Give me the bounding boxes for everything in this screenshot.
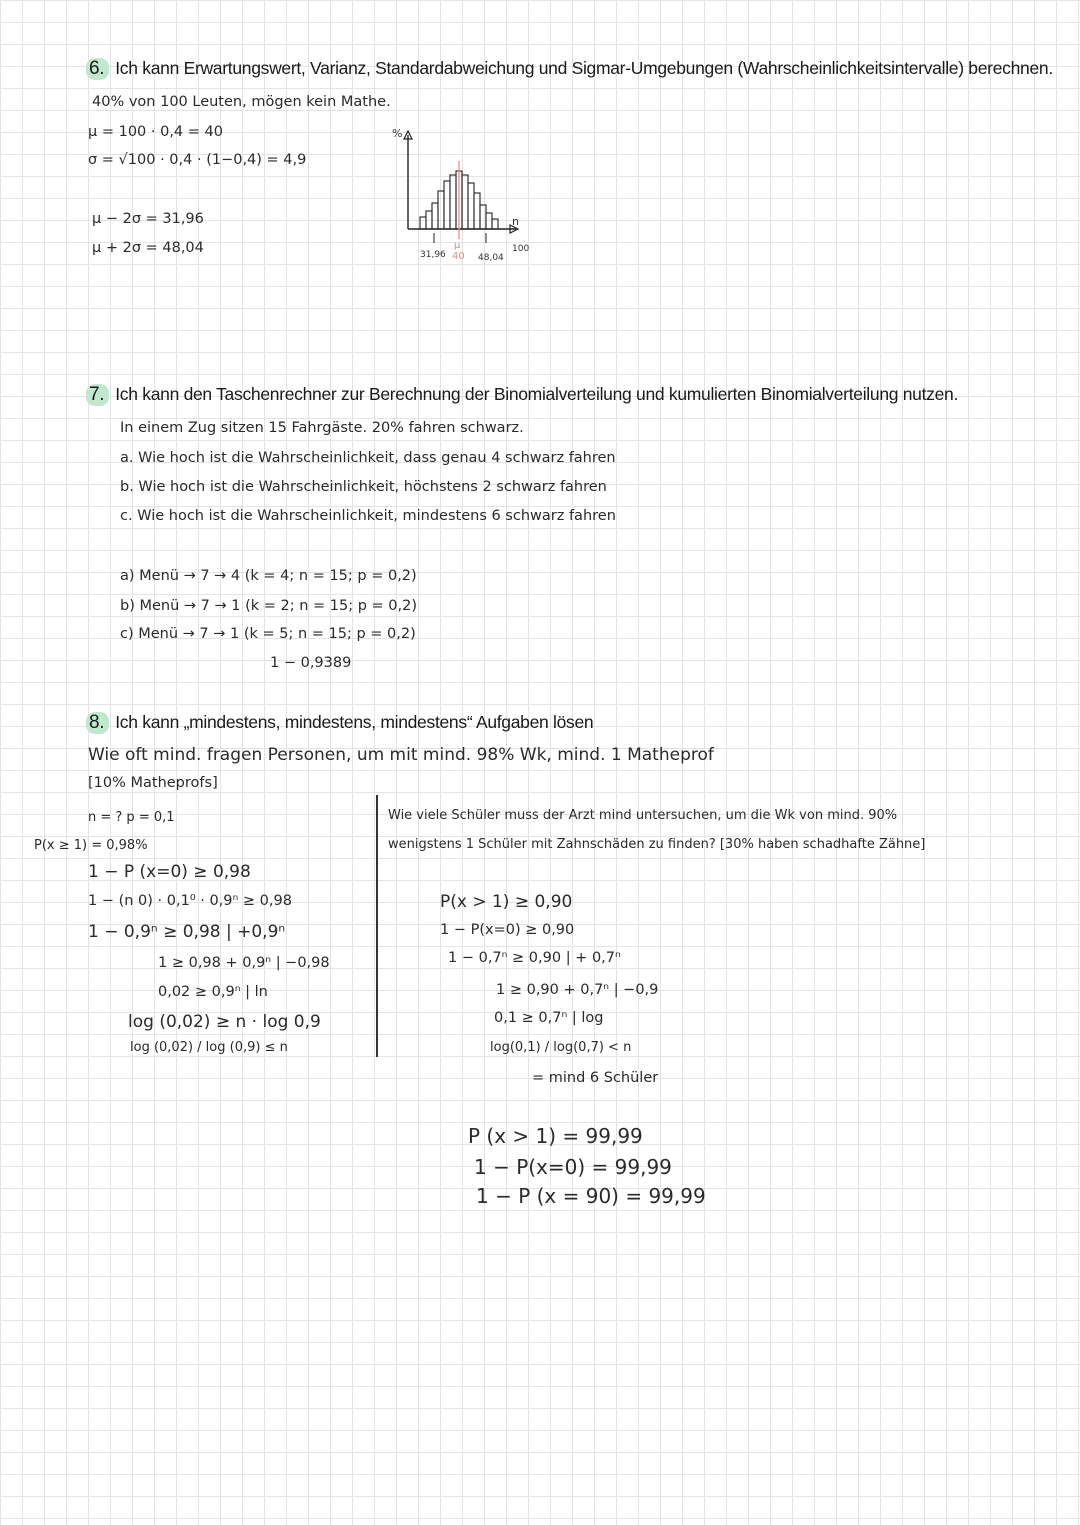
right-line-5: 0,1 ≥ 0,7ⁿ | log <box>494 1010 604 1026</box>
section-6-title: Ich kann Erwartungswert, Varianz, Standardabweichung und Sigmar-Umgebungen (Wahrscheinlichkeitsintervalle) berechnen. <box>115 58 1053 78</box>
left-line-1: n = ? p = 0,1 <box>88 810 175 825</box>
mu-formula: μ = 100 · 0,4 = 40 <box>88 124 223 140</box>
mu-plus-2sigma: μ + 2σ = 48,04 <box>92 240 204 256</box>
left-line-2: P(x ≥ 1) = 0,98% <box>34 838 148 853</box>
right-question-1: Wie viele Schüler muss der Arzt mind untersuchen, um die Wk von mind. 90% <box>388 808 898 823</box>
right-line-8: P (x > 1) = 99,99 <box>468 1124 643 1148</box>
left-line-8: log (0,02) ≥ n · log 0,9 <box>128 1012 321 1032</box>
label-mu: μ <box>454 240 461 251</box>
right-line-3: 1 − 0,7ⁿ ≥ 0,90 | + 0,7ⁿ <box>448 950 621 966</box>
bar-5 <box>444 181 450 229</box>
answer-c-result: 1 − 0,9389 <box>270 655 352 671</box>
section-8-question: Wie oft mind. fragen Personen, um mit mind. 98% Wk, mind. 1 Matheprof <box>88 745 714 765</box>
section-8-title: Ich kann „mindestens, mindestens, mindestens“ Aufgaben lösen <box>115 712 594 732</box>
label-center: 40 <box>452 251 465 262</box>
bar-1 <box>420 217 426 229</box>
left-line-7: 0,02 ≥ 0,9ⁿ | ln <box>158 984 268 1000</box>
section-7-heading <box>86 384 958 406</box>
section-7-title: Ich kann den Taschenrechner zur Berechnung der Binomialverteilung und kumulierten Binomialverteilung nutzen. <box>115 384 959 404</box>
right-line-9: 1 − P(x=0) = 99,99 <box>474 1155 672 1179</box>
left-line-4: 1 − (n 0) · 0,1⁰ · 0,9ⁿ ≥ 0,98 <box>88 893 292 909</box>
section-6-intro: 40% von 100 Leuten, mögen kein Mathe. <box>92 94 391 110</box>
left-line-6: 1 ≥ 0,98 + 0,9ⁿ | −0,98 <box>158 955 330 971</box>
section-8-heading <box>86 712 593 734</box>
histogram-x-label: n <box>512 215 519 228</box>
histogram-chart <box>390 125 540 270</box>
section-8-number: 8. <box>86 712 109 734</box>
right-line-10: 1 − P (x = 90) = 99,99 <box>476 1184 706 1208</box>
bar-10 <box>474 193 480 229</box>
right-question-2: wenigstens 1 Schüler mit Zahnschäden zu finden? [30% haben schadhafte Zähne] <box>388 837 926 852</box>
answer-b: b) Menü → 7 → 1 (k = 2; n = 15; p = 0,2) <box>120 598 418 614</box>
left-line-3: 1 − P (x=0) ≥ 0,98 <box>88 862 251 882</box>
bar-6 <box>450 175 456 229</box>
section-6-number: 6. <box>86 58 109 80</box>
section-8-bracket: [10% Matheprofs] <box>88 775 218 791</box>
bar-11 <box>480 205 486 229</box>
right-line-4: 1 ≥ 0,90 + 0,7ⁿ | −0,9 <box>496 982 659 998</box>
right-line-1: P(x > 1) ≥ 0,90 <box>440 892 573 912</box>
bar-9 <box>468 183 474 229</box>
mu-minus-2sigma: μ − 2σ = 31,96 <box>92 211 204 227</box>
histogram-y-label: % <box>392 127 403 140</box>
column-divider <box>376 795 378 1057</box>
question-a: a. Wie hoch ist die Wahrscheinlichkeit, dass genau 4 schwarz fahren <box>120 450 616 466</box>
answer-a: a) Menü → 7 → 4 (k = 4; n = 15; p = 0,2) <box>120 568 417 584</box>
section-7-intro: In einem Zug sitzen 15 Fahrgäste. 20% fahren schwarz. <box>120 420 524 436</box>
left-line-5: 1 − 0,9ⁿ ≥ 0,98 | +0,9ⁿ <box>88 922 286 942</box>
bar-2 <box>426 211 432 229</box>
right-line-2: 1 − P(x=0) ≥ 0,90 <box>440 922 575 938</box>
section-7-number: 7. <box>86 384 109 406</box>
bar-13 <box>492 219 498 229</box>
histogram-x-end: 100 <box>512 244 530 254</box>
right-line-6: log(0,1) / log(0,7) < n <box>490 1040 632 1055</box>
question-b: b. Wie hoch ist die Wahrscheinlichkeit, höchstens 2 schwarz fahren <box>120 479 607 495</box>
section-6-heading <box>86 58 1053 80</box>
label-right: 48,04 <box>478 253 504 263</box>
bar-3 <box>432 203 438 229</box>
left-line-9: log (0,02) / log (0,9) ≤ n <box>130 1040 288 1055</box>
answer-c: c) Menü → 7 → 1 (k = 5; n = 15; p = 0,2) <box>120 626 416 642</box>
label-left: 31,96 <box>420 250 446 260</box>
right-line-7: = mind 6 Schüler <box>532 1070 659 1086</box>
bar-4 <box>438 191 444 229</box>
bar-12 <box>486 213 492 229</box>
bar-8 <box>462 175 468 229</box>
question-c: c. Wie hoch ist die Wahrscheinlichkeit, mindestens 6 schwarz fahren <box>120 508 616 524</box>
sigma-formula: σ = √100 · 0,4 · (1−0,4) = 4,9 <box>88 152 307 168</box>
